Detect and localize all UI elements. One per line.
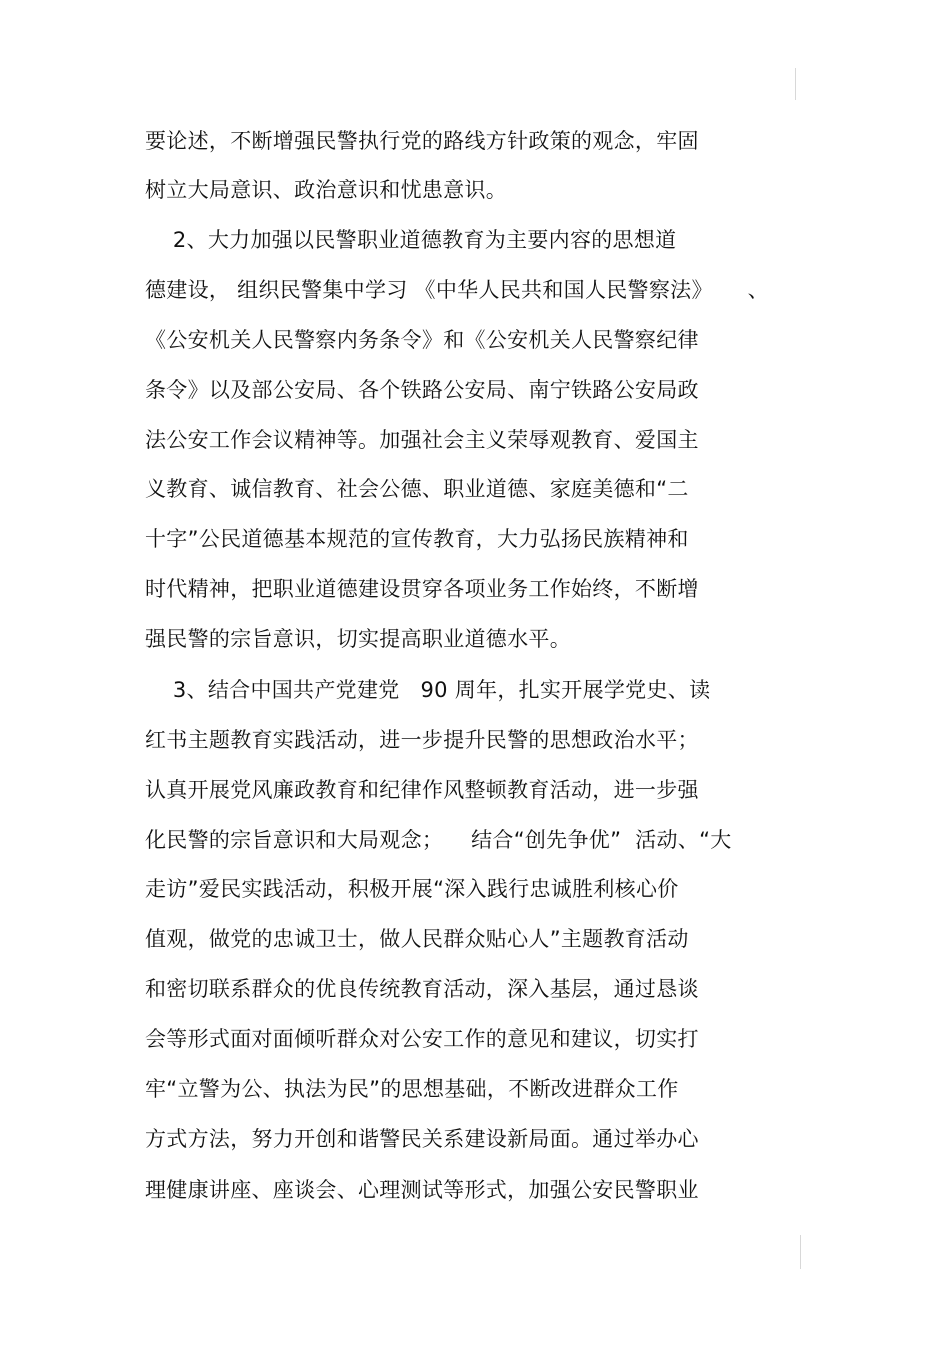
text-line: 3、结合中国共产党建党 90 周年，扎实开展学党史、读 — [145, 678, 711, 702]
text-line: 红书主题教育实践活动，进一步提升民警的思想政治水平； — [145, 728, 699, 752]
text-line: 值观，做党的忠诚卫士，做人民群众贴心人”主题教育活动 — [145, 927, 689, 951]
text-line: 牢“立警为公、执法为民”的思想基础，不断改进群众工作 — [145, 1077, 679, 1101]
page-edge-mark-bottom — [800, 1235, 801, 1269]
text-line: 时代精神，把职业道德建设贯穿各项业务工作始终，不断增 — [145, 577, 699, 601]
text-line: 走访”爱民实践活动，积极开展“深入践行忠诚胜利核心价 — [145, 877, 679, 901]
text-line: 十字”公民道德基本规范的宣传教育，大力弘扬民族精神和 — [145, 527, 689, 551]
text-line: 义教育、诚信教育、社会公德、职业道德、家庭美德和“二 — [145, 477, 689, 501]
text-line: 2、大力加强以民警职业道德教育为主要内容的思想道 — [145, 228, 677, 252]
text-line: 会等形式面对面倾听群众对公安工作的意见和建议，切实打 — [145, 1027, 699, 1051]
text-line: 认真开展党风廉政教育和纪律作风整顿教育活动，进一步强 — [145, 778, 699, 802]
text-line: 方式方法，努力开创和谐警民关系建设新局面。通过举办心 — [145, 1127, 699, 1151]
text-line: 法公安工作会议精神等。加强社会主义荣辱观教育、爱国主 — [145, 428, 699, 452]
text-line: 化民警的宗旨意识和大局观念； 结合“创先争优” 活动、“大 — [145, 828, 732, 852]
text-line: 要论述，不断增强民警执行党的路线方针政策的观念，牢固 — [145, 129, 699, 153]
text-line: 和密切联系群众的优良传统教育活动，深入基层，通过恳谈 — [145, 977, 699, 1001]
text-line: 条令》以及部公安局、各个铁路公安局、南宁铁路公安局政 — [145, 378, 699, 402]
text-line: 理健康讲座、座谈会、心理测试等形式，加强公安民警职业 — [145, 1178, 699, 1202]
page-edge-mark-top — [795, 68, 796, 100]
text-line: 德建设， 组织民警集中学习 《中华人民共和国人民警察法》 、 — [145, 278, 769, 302]
text-line: 强民警的宗旨意识，切实提高职业道德水平。 — [145, 627, 571, 651]
text-line: 树立大局意识、政治意识和忧患意识。 — [145, 178, 508, 202]
text-line: 《公安机关人民警察内务条令》和《公安机关人民警察纪律 — [145, 328, 699, 352]
